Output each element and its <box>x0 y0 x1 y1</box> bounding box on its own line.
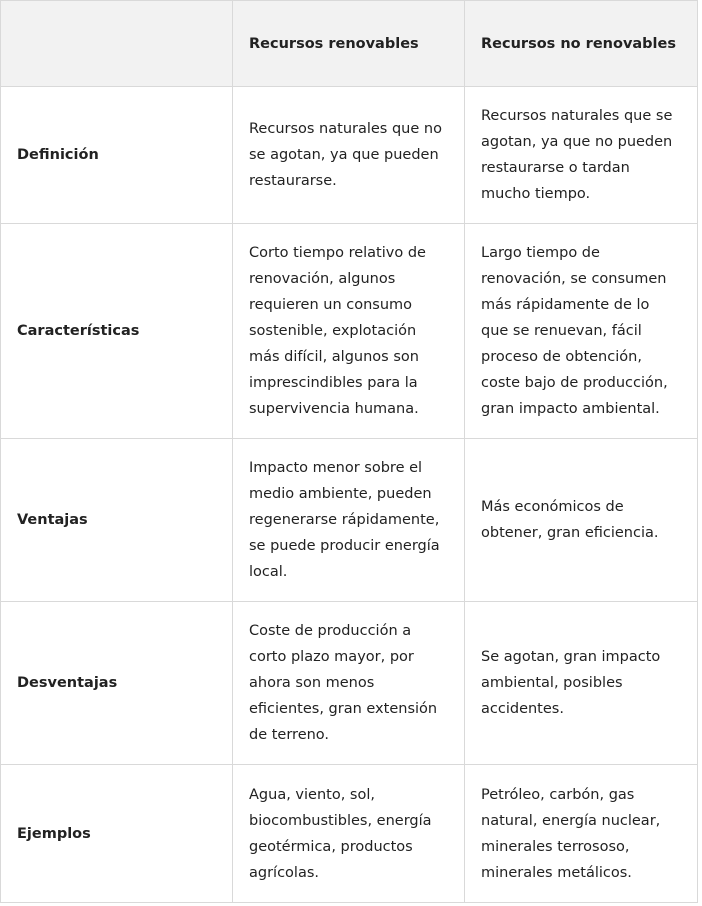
cell-no-renovables: Recursos naturales que se agotan, ya que no pueden restaurarse o tardan mucho tiempo. <box>465 87 698 224</box>
cell-renovables: Impacto menor sobre el medio ambiente, pueden regenerarse rápidamente, se puede producir energía local. <box>233 439 465 602</box>
cell-renovables: Agua, viento, sol, biocombustibles, energía geotérmica, productos agrícolas. <box>233 765 465 903</box>
table-row-caracteristicas <box>1 224 698 439</box>
table-row-ventajas <box>1 439 698 602</box>
cell-no-renovables: Petróleo, carbón, gas natural, energía nuclear, minerales terrososo, minerales metálicos. <box>465 765 698 903</box>
table-body <box>1 87 698 903</box>
cell-renovables: Recursos naturales que no se agotan, ya que pueden restaurarse. <box>233 87 465 224</box>
row-label: Características <box>1 224 233 439</box>
cell-no-renovables: Más económicos de obtener, gran eficiencia. <box>465 439 698 602</box>
table-row-desventajas <box>1 602 698 765</box>
row-label: Definición <box>1 87 233 224</box>
cell-renovables: Coste de producción a corto plazo mayor, por ahora son menos eficientes, gran extensión de terreno. <box>233 602 465 765</box>
row-label: Desventajas <box>1 602 233 765</box>
header-corner-cell <box>1 1 233 87</box>
cell-no-renovables: Largo tiempo de renovación, se consumen más rápidamente de lo que se renuevan, fácil proceso de obtención, coste bajo de producción, gran impacto ambiental. <box>465 224 698 439</box>
table-header <box>1 1 698 87</box>
header-renovables: Recursos renovables <box>233 1 465 87</box>
header-row <box>1 1 698 87</box>
row-label: Ejemplos <box>1 765 233 903</box>
row-label: Ventajas <box>1 439 233 602</box>
cell-no-renovables: Se agotan, gran impacto ambiental, posibles accidentes. <box>465 602 698 765</box>
table-row-definicion <box>1 87 698 224</box>
table-row-ejemplos <box>1 765 698 903</box>
header-no-renovables: Recursos no renovables <box>465 1 698 87</box>
cell-renovables: Corto tiempo relativo de renovación, algunos requieren un consumo sostenible, explotación más difícil, algunos son imprescindibles para la supervivencia humana. <box>233 224 465 439</box>
